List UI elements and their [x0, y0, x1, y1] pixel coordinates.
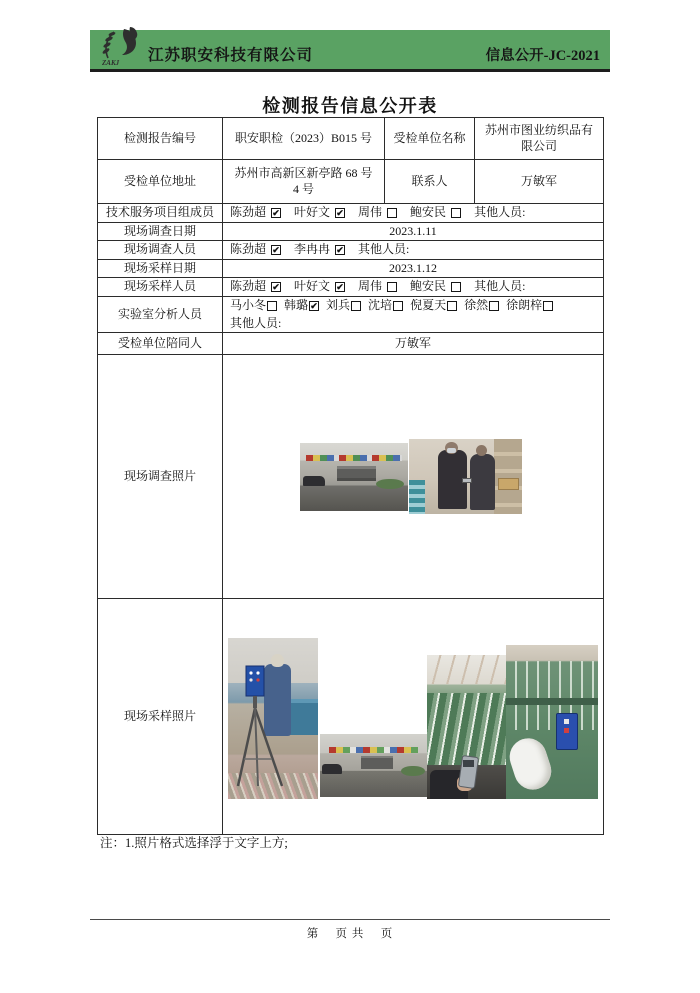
member-checkbox[interactable] [447, 301, 457, 311]
member-checkbox[interactable] [267, 301, 277, 311]
machine-rows [427, 693, 506, 765]
member-name: 刘兵 [326, 297, 351, 312]
gate-sign [361, 756, 393, 769]
member-checkbox[interactable] [451, 208, 461, 218]
label-unit-name: 受检单位名称 [385, 118, 475, 160]
member-name: 马小冬 [230, 297, 267, 312]
footnote: 注：1.照片格式选择浮于文字上方; [100, 836, 288, 850]
indicator-light-red [564, 728, 569, 733]
member-checkbox[interactable]: ✔ [336, 207, 344, 218]
worker-figure [470, 454, 495, 510]
member-item [230, 298, 277, 314]
sample-photos-cell [223, 599, 604, 835]
member-checkbox[interactable] [387, 208, 397, 218]
label-accompany: 受检单位陪同人 [98, 333, 223, 355]
member-name: 叶好文 [294, 205, 331, 219]
flag-row [306, 455, 401, 461]
member-name: 韩璐 [284, 297, 309, 312]
member-item [474, 279, 530, 295]
member-item [358, 279, 397, 295]
doc-code: 信息公开-JC-2021 [485, 48, 600, 64]
face-mask [447, 448, 456, 453]
member-checkbox[interactable]: ✔ [336, 282, 344, 293]
member-checkbox[interactable] [451, 282, 461, 292]
flag-row [329, 747, 419, 753]
member-item [474, 205, 530, 221]
value-contact: 万敏军 [475, 160, 604, 204]
member-checkbox[interactable]: ✔ [272, 282, 280, 293]
member-name: 鲍安民 [410, 279, 447, 294]
ceiling-beams [427, 655, 506, 684]
lab-staff-members [230, 298, 599, 314]
row-sample-photos [98, 599, 604, 835]
member-item [410, 279, 461, 295]
member-item [410, 205, 461, 221]
bush [401, 766, 425, 777]
sampling-photo-loom [506, 645, 598, 799]
member-item [410, 298, 457, 314]
logo-text: ZAKJ [102, 59, 120, 67]
value-lab-staff [223, 296, 604, 332]
member-item [368, 298, 403, 314]
sampling-photo-factory-gate [320, 734, 427, 797]
value-sample-staff [223, 278, 604, 297]
member-item [464, 298, 499, 314]
member-name: 其他人员: [474, 279, 526, 294]
member-checkbox[interactable]: ✔ [272, 207, 280, 218]
value-report-no: 职安职检（2023）B015 号 [223, 118, 385, 160]
fabric-roll [506, 733, 556, 794]
row-survey-date [98, 222, 604, 241]
value-survey-date: 2023.1.11 [223, 222, 604, 241]
page-title: 检测报告信息公开表 [262, 96, 438, 116]
sample-staff-members [230, 279, 599, 295]
value-unit-addr: 苏州市高新区新亭路 68 号 4 号 [223, 160, 385, 204]
car-silhouette [322, 764, 342, 774]
member-name: 陈劲超 [230, 205, 267, 219]
label-team: 技术服务项目组成员 [98, 204, 223, 223]
survey-photos-cell [223, 355, 604, 599]
handheld-device [462, 478, 472, 483]
member-item [284, 298, 319, 314]
member-name: 周伟 [358, 205, 383, 219]
survey-staff-members [230, 242, 599, 258]
header-band [90, 30, 610, 72]
page-number: 第 页 共 页 [306, 928, 394, 940]
member-name: 其他人员: [474, 205, 526, 219]
disclosure-form-table [97, 117, 604, 835]
value-accompany: 万敏军 [223, 333, 604, 355]
row-accompany [98, 333, 604, 355]
team-members [230, 205, 599, 221]
value-unit-name: 苏州市图业纺织品有限公司 [475, 118, 604, 160]
row-report-no [98, 118, 604, 160]
member-item [294, 242, 345, 258]
loom-beam [506, 698, 598, 706]
zakj-logo-icon [94, 26, 148, 68]
carton-box [498, 478, 518, 490]
value-team [223, 204, 604, 223]
label-survey-staff: 现场调查人员 [98, 241, 223, 260]
label-report-no: 检测报告编号 [98, 118, 223, 160]
member-checkbox[interactable]: ✔ [336, 244, 344, 255]
storage-shelf [494, 439, 522, 514]
member-item [506, 298, 553, 314]
indicator-light [564, 719, 569, 724]
company-logo-icon [94, 26, 148, 68]
member-name: 叶好文 [294, 279, 331, 294]
label-contact: 联系人 [385, 160, 475, 204]
member-item [326, 298, 361, 314]
row-lab-staff [98, 296, 604, 332]
label-lab-staff: 实验室分析人员 [98, 296, 223, 332]
survey-photo-inspectors [409, 439, 522, 514]
gate-sign [337, 466, 376, 481]
member-item [294, 279, 345, 295]
member-name: 沈培 [368, 297, 393, 312]
member-checkbox[interactable]: ✔ [310, 300, 318, 311]
member-name: 鲍安民 [410, 205, 447, 219]
member-name: 徐朗梓 [506, 297, 543, 312]
label-sample-staff: 现场采样人员 [98, 278, 223, 297]
survey-photo-factory-gate [300, 443, 408, 511]
member-item [358, 205, 397, 221]
member-name: 其他人员: [358, 242, 410, 257]
lab-others-label: 其他人员: [230, 315, 282, 330]
member-name: 陈劲超 [230, 242, 267, 257]
row-sample-date [98, 259, 604, 278]
member-checkbox[interactable] [387, 282, 397, 292]
car-silhouette [303, 476, 325, 486]
member-name: 徐然 [464, 297, 489, 312]
member-item [230, 205, 281, 221]
member-item [230, 242, 281, 258]
label-unit-addr: 受检单位地址 [98, 160, 223, 204]
member-checkbox[interactable]: ✔ [272, 244, 280, 255]
member-name: 李冉冉 [294, 242, 331, 257]
meter-screen [463, 760, 473, 767]
tripod-sampler-icon [230, 664, 292, 789]
teal-rack [409, 480, 425, 514]
member-name: 陈劲超 [230, 279, 267, 294]
member-checkbox[interactable] [351, 301, 361, 311]
bush [376, 479, 404, 490]
sampling-photo-tripod [228, 638, 318, 799]
label-survey-date: 现场调查日期 [98, 222, 223, 241]
member-item [294, 205, 345, 221]
row-sample-staff [98, 278, 604, 297]
company-name: 江苏职安科技有限公司 [148, 47, 314, 64]
row-unit-addr [98, 160, 604, 204]
member-item [230, 279, 281, 295]
member-name: 周伟 [358, 279, 383, 294]
label-sample-photos: 现场采样照片 [98, 599, 223, 835]
loom-frame [506, 661, 598, 730]
member-checkbox[interactable] [543, 301, 553, 311]
row-survey-staff [98, 241, 604, 260]
value-sample-date: 2023.1.12 [223, 259, 604, 278]
member-checkbox[interactable] [393, 301, 403, 311]
row-survey-photos [98, 355, 604, 599]
label-sample-date: 现场采样日期 [98, 259, 223, 278]
member-item [358, 242, 414, 258]
row-team [98, 204, 604, 223]
sampling-photo-weaving-hall-meter [427, 655, 506, 799]
label-survey-photos: 现场调查照片 [98, 355, 223, 599]
member-checkbox[interactable] [489, 301, 499, 311]
member-name: 倪夏天 [410, 297, 447, 312]
footer-rule [90, 919, 610, 920]
value-survey-staff [223, 241, 604, 260]
